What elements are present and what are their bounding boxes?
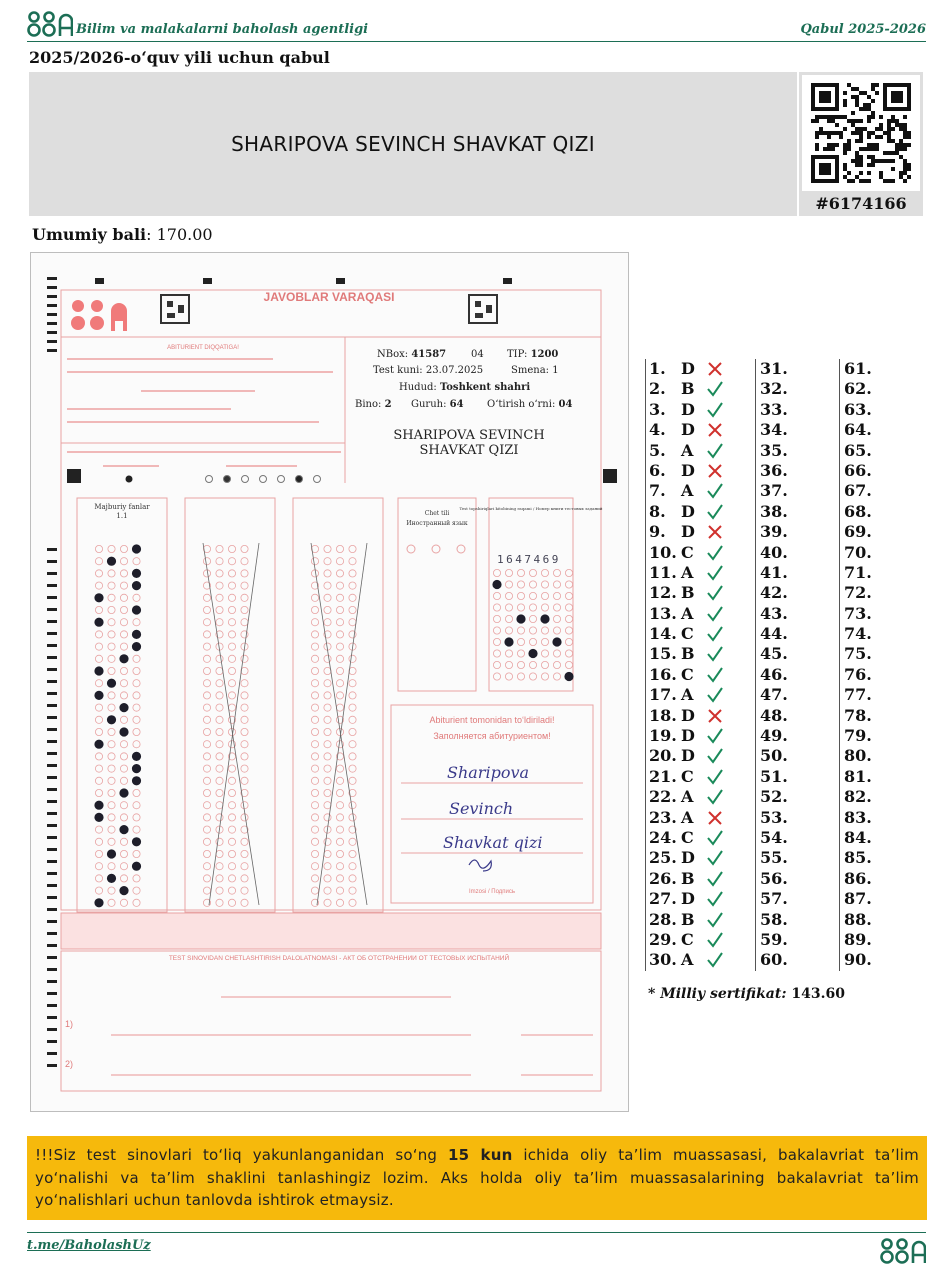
qr-panel <box>799 72 923 216</box>
answer-number: 55. <box>760 848 788 868</box>
answer-number: 81. <box>844 766 872 786</box>
answer-row <box>649 787 753 807</box>
candidate-name: SHARIPOVA SEVINCH SHAVKAT QIZI <box>231 132 595 156</box>
answer-number: 1. <box>649 359 666 378</box>
check-icon <box>707 746 723 766</box>
answer-number: 82. <box>844 787 872 807</box>
answer-row <box>649 665 753 685</box>
total-score-label: Umumiy bali <box>32 225 147 244</box>
answer-number: 49. <box>760 726 788 746</box>
answer-row <box>649 379 753 399</box>
answer-letter: D <box>681 359 695 378</box>
cross-icon <box>707 420 723 440</box>
answer-number: 20. <box>649 746 677 766</box>
booklet-number: 1647469 <box>497 553 561 566</box>
answer-row <box>649 502 753 522</box>
answer-number: 34. <box>760 420 788 440</box>
check-icon <box>707 930 723 950</box>
answer-number: 52. <box>760 787 788 807</box>
check-icon <box>707 848 723 868</box>
answer-number: 66. <box>844 460 872 480</box>
fill-title-ru: Заполняется абитуриентом! <box>433 731 551 741</box>
sheet-name-line2: SHAVKAT QIZI <box>419 443 519 458</box>
answer-letter: A <box>681 562 694 582</box>
answer-row <box>649 359 753 379</box>
qr-code-icon <box>811 83 911 183</box>
answer-letter: D <box>681 522 695 542</box>
bba-logo-icon <box>880 1237 926 1265</box>
check-icon <box>707 685 723 705</box>
answer-number: 47. <box>760 685 788 705</box>
answer-number: 33. <box>760 399 788 419</box>
svg-text:Smena: 1 <box>511 365 559 376</box>
admission-year: Qabul 2025-2026 <box>800 22 926 37</box>
answer-row <box>649 930 753 950</box>
check-icon <box>707 583 723 603</box>
act-title: TEST SINOVIDAN CHETLASHTIRISH DALOLATNOMASI - АКТ ОБ ОТСТРАНЕНИИ ОТ ТЕСТОВЫХ ИСПЫТАНИЙ <box>168 955 510 962</box>
answer-number: 27. <box>649 889 677 909</box>
answer-row <box>649 828 753 848</box>
check-icon <box>707 767 723 787</box>
answer-letter: D <box>681 460 695 480</box>
answer-number: 70. <box>844 542 872 562</box>
cross-icon <box>707 706 723 726</box>
test-day-label: Test kuni: <box>373 365 423 376</box>
answer-number: 10. <box>649 542 677 562</box>
candidate-name-panel <box>29 72 797 216</box>
answer-number: 88. <box>844 909 872 929</box>
total-score: Umumiy bali: 170.00 <box>32 225 213 244</box>
answer-number: 38. <box>760 501 788 521</box>
answer-number: 71. <box>844 562 872 582</box>
answer-letter: B <box>681 379 695 399</box>
answer-number: 42. <box>760 583 788 603</box>
answer-number: 73. <box>844 603 872 623</box>
answer-row <box>649 767 753 787</box>
answer-number: 17. <box>649 685 677 705</box>
answer-number: 48. <box>760 705 788 725</box>
telegram-link[interactable]: t.me/BaholashUz <box>27 1238 151 1253</box>
answer-number: 23. <box>649 807 677 827</box>
test-day-value: 23.07.2025 <box>425 365 484 376</box>
answer-letter: D <box>681 705 695 725</box>
answer-number: 8. <box>649 501 666 521</box>
fill-title-uz: Abiturient tomonidan to‘ldiriladi! <box>429 715 555 725</box>
check-icon <box>707 604 723 624</box>
answer-number: 46. <box>760 664 788 684</box>
svg-text:NBox: 41587 <box>377 349 446 360</box>
answer-number: 41. <box>760 562 788 582</box>
answers-divider-1 <box>755 359 756 971</box>
answer-letter: C <box>681 664 694 684</box>
answer-row <box>649 848 753 868</box>
answer-letter: D <box>681 746 695 766</box>
answer-number: 53. <box>760 807 788 827</box>
svg-text:Guruh: 64 <box>411 399 464 410</box>
answer-letter: A <box>681 685 694 705</box>
answer-number: 58. <box>760 909 788 929</box>
seat-label: O‘tirish o‘rni: <box>487 399 556 410</box>
answer-row <box>649 685 753 705</box>
foreign-lang-ru: Иностранный язык <box>406 520 468 527</box>
answer-number: 19. <box>649 726 677 746</box>
answer-letter: D <box>681 501 695 521</box>
check-icon <box>707 726 723 746</box>
answer-number: 78. <box>844 705 872 725</box>
answer-letter: A <box>681 787 694 807</box>
rules-header: ABITURIENT DIQQATIGA! <box>167 345 239 351</box>
answer-row <box>649 563 753 583</box>
answer-number: 67. <box>844 481 872 501</box>
answer-letter: C <box>681 827 694 847</box>
answer-number: 44. <box>760 624 788 644</box>
answer-number: 18. <box>649 705 677 725</box>
answer-number: 14. <box>649 624 677 644</box>
answer-number: 89. <box>844 929 872 949</box>
booklet-label: Test topshiriqlari kitobining raqami / Номер книги тестовых заданий <box>459 506 603 511</box>
answer-number: 12. <box>649 583 677 603</box>
answer-number: 86. <box>844 868 872 888</box>
answer-number: 65. <box>844 440 872 460</box>
answer-row <box>649 522 753 542</box>
sig-name: Sevinch <box>449 799 514 818</box>
check-icon <box>707 441 723 461</box>
answer-number: 80. <box>844 746 872 766</box>
answer-number: 40. <box>760 542 788 562</box>
guruh-label: Guruh: <box>411 399 447 410</box>
answer-number: 59. <box>760 929 788 949</box>
header-divider <box>27 41 926 42</box>
check-icon <box>707 910 723 930</box>
answer-number: 30. <box>649 950 677 970</box>
svg-text:TIP: 1200 <box>507 349 558 360</box>
answer-number: 25. <box>649 848 677 868</box>
answer-letter: A <box>681 807 694 827</box>
answer-sheet-scan <box>30 252 629 1112</box>
answer-letter: C <box>681 929 694 949</box>
answer-number: 5. <box>649 440 666 460</box>
sheet-name-line1: SHARIPOVA SEVINCH <box>393 428 545 443</box>
answer-row <box>649 889 753 909</box>
check-icon <box>707 624 723 644</box>
check-icon <box>707 543 723 563</box>
answer-number: 75. <box>844 644 872 664</box>
answers-divider-0 <box>645 359 646 971</box>
answer-number: 29. <box>649 929 677 949</box>
hudud-value: Toshkent shahri <box>439 382 531 393</box>
answer-letter: D <box>681 726 695 746</box>
answer-number: 43. <box>760 603 788 623</box>
answer-number: 45. <box>760 644 788 664</box>
check-icon <box>707 644 723 664</box>
answer-row <box>649 583 753 603</box>
answer-row <box>649 543 753 563</box>
answer-sheet-image <box>31 253 628 1111</box>
answers-column-3 <box>844 359 920 971</box>
answer-number: 6. <box>649 460 666 480</box>
smena-value: 1 <box>552 365 559 376</box>
check-icon <box>707 665 723 685</box>
answer-number: 37. <box>760 481 788 501</box>
certificate-value: 143.60 <box>791 986 845 1002</box>
bba-logo-icon <box>27 10 73 38</box>
answer-number: 64. <box>844 420 872 440</box>
check-icon <box>707 787 723 807</box>
answer-number: 57. <box>760 889 788 909</box>
answer-number: 62. <box>844 379 872 399</box>
answer-number: 11. <box>649 562 677 582</box>
answer-row <box>649 481 753 501</box>
answer-number: 87. <box>844 889 872 909</box>
certificate-label: * Milliy sertifikat <box>648 986 782 1002</box>
total-score-value: 170.00 <box>156 225 213 244</box>
answer-letter: A <box>681 603 694 623</box>
svg-text:2): 2) <box>65 1059 74 1069</box>
answer-number: 15. <box>649 644 677 664</box>
answer-number: 21. <box>649 766 677 786</box>
answer-number: 16. <box>649 664 677 684</box>
sheet-title: JAVOBLAR VARAQASI <box>263 290 395 304</box>
answer-number: 26. <box>649 868 677 888</box>
svg-text:Test kuni: 23.07.2025 <box>373 365 483 376</box>
answer-row <box>649 461 753 481</box>
answer-row <box>649 950 753 970</box>
answer-number: 85. <box>844 848 872 868</box>
answer-number: 2. <box>649 379 666 399</box>
answer-letter: A <box>681 440 694 460</box>
foreign-lang: Chet tili <box>424 510 450 517</box>
cross-icon <box>707 522 723 542</box>
answer-number: 9. <box>649 522 666 542</box>
tip-label: TIP: <box>507 349 528 360</box>
answer-row <box>649 726 753 746</box>
answer-number: 69. <box>844 522 872 542</box>
answer-row <box>649 624 753 644</box>
answer-number: 84. <box>844 827 872 847</box>
nbox-label: NBox: <box>377 349 409 360</box>
answer-number: 32. <box>760 379 788 399</box>
answer-number: 36. <box>760 460 788 480</box>
check-icon <box>707 400 723 420</box>
answer-number: 54. <box>760 827 788 847</box>
answer-letter: B <box>681 583 695 603</box>
signature-scribble <box>469 860 491 871</box>
notice-prefix: !!!Siz test sinovlari to‘liq yakunlanganidan so‘ng <box>35 1146 448 1164</box>
answer-number: 61. <box>844 359 872 378</box>
answer-number: 35. <box>760 440 788 460</box>
check-icon <box>707 828 723 848</box>
check-icon <box>707 869 723 889</box>
cross-icon <box>707 359 723 379</box>
check-icon <box>707 563 723 583</box>
answer-number: 24. <box>649 827 677 847</box>
answer-number: 68. <box>844 501 872 521</box>
answer-number: 79. <box>844 726 872 746</box>
answer-number: 74. <box>844 624 872 644</box>
guruh-value: 64 <box>449 399 464 410</box>
check-icon <box>707 481 723 501</box>
check-icon <box>707 502 723 522</box>
answer-number: 83. <box>844 807 872 827</box>
answers-column-1 <box>649 359 753 971</box>
check-icon <box>707 950 723 970</box>
notice-deadline: 15 kun <box>447 1146 513 1164</box>
page-subtitle: 2025/2026-o‘quv yili uchun qabul <box>29 48 330 67</box>
nbox-value: 41587 <box>411 349 447 360</box>
answer-letter: C <box>681 766 694 786</box>
answer-number: 51. <box>760 766 788 786</box>
answer-letter: D <box>681 848 695 868</box>
answer-row <box>649 400 753 420</box>
hudud-label: Hudud: <box>399 382 437 393</box>
answer-number: 3. <box>649 399 666 419</box>
answer-letter: B <box>681 644 695 664</box>
answers-divider-2 <box>839 359 840 971</box>
national-certificate: * Milliy sertifikat: 143.60 <box>648 986 845 1002</box>
answer-number: 50. <box>760 746 788 766</box>
svg-text:O‘tirish o‘rni: 04 <box>487 399 572 410</box>
check-icon <box>707 379 723 399</box>
answer-number: 76. <box>844 664 872 684</box>
answer-row <box>649 644 753 664</box>
answer-number: 31. <box>760 359 788 378</box>
answer-row <box>649 808 753 828</box>
sig-label: Imzosi / Подпись <box>468 889 516 895</box>
col1-title: Majburiy fanlar <box>94 503 150 511</box>
answer-letter: D <box>681 420 695 440</box>
answer-row <box>649 441 753 461</box>
answer-number: 90. <box>844 950 872 970</box>
cross-icon <box>707 808 723 828</box>
seat-value: 04 <box>558 399 573 410</box>
answer-letter: D <box>681 399 695 419</box>
svg-text:1): 1) <box>65 1019 74 1029</box>
agency-name: Bilim va malakalarni baholash agentligi <box>76 22 369 37</box>
col1-sub: 1.1 <box>116 512 128 520</box>
answer-number: 72. <box>844 583 872 603</box>
answer-letter: D <box>681 889 695 909</box>
answer-row <box>649 706 753 726</box>
answer-letter: C <box>681 624 694 644</box>
bino-value: 2 <box>384 399 392 410</box>
answer-number: 4. <box>649 420 666 440</box>
cross-icon <box>707 461 723 481</box>
svg-text:Bino: 2 <box>355 399 392 410</box>
answer-letter: B <box>681 868 695 888</box>
answer-number: 13. <box>649 603 677 623</box>
answers-column-2 <box>760 359 836 971</box>
smena-label: Smena: <box>511 365 550 376</box>
answer-row <box>649 910 753 930</box>
footer-divider <box>27 1232 926 1233</box>
answer-number: 60. <box>760 950 788 970</box>
candidate-id: #6174166 <box>815 194 907 213</box>
nbox-suffix: 04 <box>471 349 484 360</box>
notice-suffix: ichida oliy ta’lim muassasasi, bakalavriat ta’lim yo‘nalishi va ta’lim shaklini tanlashingiz lozim. Aks holda oliy ta’lim muassasalarining bakalavriat ta’lim yo‘nalishlari uchun tanlovda ishtirok etmaysiz. <box>35 1146 919 1209</box>
sig-surname: Sharipova <box>447 763 530 782</box>
answer-letter: A <box>681 950 694 970</box>
answer-row <box>649 869 753 889</box>
answer-number: 7. <box>649 481 666 501</box>
answer-number: 56. <box>760 868 788 888</box>
svg-text:Hudud: Toshkent shahri <box>399 382 530 393</box>
answer-number: 63. <box>844 399 872 419</box>
answer-letter: A <box>681 481 694 501</box>
answer-number: 22. <box>649 787 677 807</box>
deadline-notice <box>27 1136 927 1220</box>
bino-label: Bino: <box>355 399 382 410</box>
answer-row <box>649 746 753 766</box>
sig-patronymic: Shavkat qizi <box>443 833 543 852</box>
answer-row <box>649 420 753 440</box>
answer-number: 28. <box>649 909 677 929</box>
answer-letter: B <box>681 909 695 929</box>
qr-code-frame <box>802 75 920 191</box>
answer-letter: C <box>681 542 694 562</box>
tip-value: 1200 <box>530 349 559 360</box>
check-icon <box>707 889 723 909</box>
answer-number: 77. <box>844 685 872 705</box>
answer-row <box>649 604 753 624</box>
answer-number: 39. <box>760 522 788 542</box>
